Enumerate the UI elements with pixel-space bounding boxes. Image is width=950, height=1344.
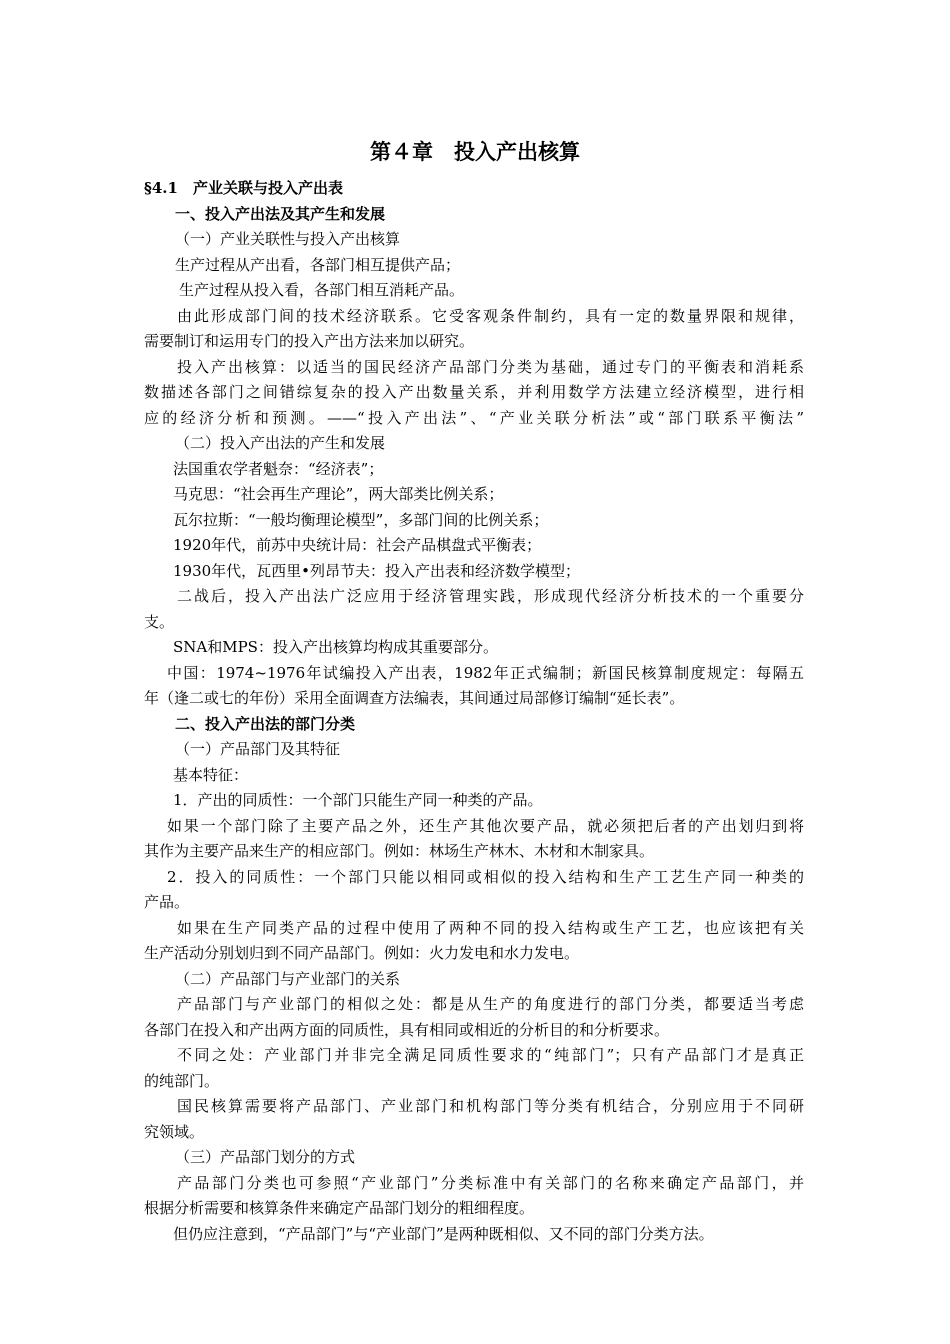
heading-one: 一、投入产出法及其产生和发展 bbox=[175, 205, 386, 223]
paragraph-line: 各部门在投入和产出两方面的同质性，具有相同或相近的分析目的和分析要求。 bbox=[144, 1021, 670, 1039]
paragraph-line: 2．投入的同质性：一个部门只能以相同或相似的投入结构和生产工艺生产同一种类的 bbox=[167, 868, 804, 886]
subheading: （一）产品部门及其特征 bbox=[175, 740, 341, 758]
paragraph-line: 投入产出核算：以适当的国民经济产品部门分类为基础，通过专门的平衡表和消耗系 bbox=[177, 358, 804, 376]
paragraph: 1920年代，前苏中央统计局：社会产品棋盘式平衡表； bbox=[173, 536, 542, 554]
paragraph-line: 由此形成部门间的技术经济联系。它受客观条件制约，具有一定的数量界限和规律， bbox=[177, 307, 804, 325]
subheading: （二）投入产出法的产生和发展 bbox=[175, 434, 386, 452]
section-heading: §4.1 产业关联与投入产出表 bbox=[144, 179, 343, 197]
paragraph: SNA和MPS：投入产出核算均构成其重要部分。 bbox=[173, 638, 498, 656]
paragraph-line: 如果一个部门除了主要产品之外，还生产其他次要产品，就必须把后者的产出划归到将 bbox=[167, 817, 804, 835]
paragraph-line: 根据分析需要和核算条件来确定产品部门划分的粗细程度。 bbox=[144, 1199, 535, 1217]
paragraph-line: 数描述各部门之间错综复杂的投入产出数量关系，并利用数学方法建立经济模型，进行相 bbox=[144, 383, 804, 401]
paragraph: 但仍应注意到，“产品部门”与“产业部门”是两种既相似、又不同的部门分类方法。 bbox=[173, 1225, 714, 1243]
paragraph: 1930年代，瓦西里•列昂节夫：投入产出表和经济数学模型； bbox=[173, 562, 581, 580]
paragraph: 生产过程从产出看，各部门相互提供产品； bbox=[175, 256, 461, 274]
paragraph-line: 究领域。 bbox=[144, 1123, 205, 1141]
paragraph-line: 年（逢二或七的年份）采用全面调查方法编表，其间通过局部修订编制“延长表”。 bbox=[144, 689, 685, 707]
paragraph-line: 不同之处：产业部门并非完全满足同质性要求的“纯部门”；只有产品部门才是真正 bbox=[177, 1046, 804, 1064]
paragraph: 基本特征： bbox=[173, 766, 249, 784]
paragraph-line: 产品。 bbox=[144, 893, 190, 911]
paragraph-line: 其作为主要产品来生产的相应部门。例如：林场生产林木、木材和木制家具。 bbox=[144, 842, 655, 860]
paragraph: 法国重农学者魁奈：“经济表”； bbox=[173, 460, 384, 478]
paragraph-line: 二战后，投入产出法广泛应用于经济管理实践，形成现代经济分析技术的一个重要分 bbox=[177, 587, 804, 605]
paragraph: 瓦尔拉斯：“一般均衡理论模型”，多部门间的比例关系； bbox=[173, 511, 549, 529]
paragraph-line: 的纯部门。 bbox=[144, 1072, 220, 1090]
paragraph-line: 产品部门与产业部门的相似之处：都是从生产的角度进行的部门分类，都要适当考虑 bbox=[177, 995, 804, 1013]
paragraph-line: 需要制订和运用专门的投入产出方法来加以研究。 bbox=[144, 332, 475, 350]
paragraph-line: 应的经济分析和预测。——“投入产出法”、“产业关联分析法”或“部门联系平衡法” bbox=[144, 409, 804, 427]
paragraph-line: 国民核算需要将产品部门、产业部门和机构部门等分类有机结合，分别应用于不同研 bbox=[177, 1097, 804, 1115]
paragraph: 生产过程从投入看，各部门相互消耗产品。 bbox=[179, 281, 465, 299]
subheading: （一）产业关联性与投入产出核算 bbox=[175, 230, 401, 248]
paragraph-line: 产品部门分类也可参照“产业部门”分类标准中有关部门的名称来确定产品部门，并 bbox=[177, 1174, 804, 1192]
heading-two: 二、投入产出法的部门分类 bbox=[175, 715, 356, 733]
subheading: （三）产品部门划分的方式 bbox=[175, 1148, 356, 1166]
paragraph: 1．产出的同质性：一个部门只能生产同一种类的产品。 bbox=[173, 791, 543, 809]
paragraph: 马克思：“社会再生产理论”，两大部类比例关系； bbox=[173, 485, 504, 503]
paragraph-line: 生产活动分别划归到不同产品部门。例如：火力发电和水力发电。 bbox=[144, 944, 580, 962]
paragraph-line: 如果在生产同类产品的过程中使用了两种不同的投入结构或生产工艺，也应该把有关 bbox=[177, 919, 804, 937]
subheading: （二）产品部门与产业部门的关系 bbox=[175, 970, 401, 988]
paragraph-line: 支。 bbox=[144, 613, 175, 631]
paragraph-line: 中国：1974~1976年试编投入产出表，1982年正式编制；新国民核算制度规定：每隔五 bbox=[167, 664, 804, 682]
chapter-title: 第４章 投入产出核算 bbox=[370, 139, 580, 164]
